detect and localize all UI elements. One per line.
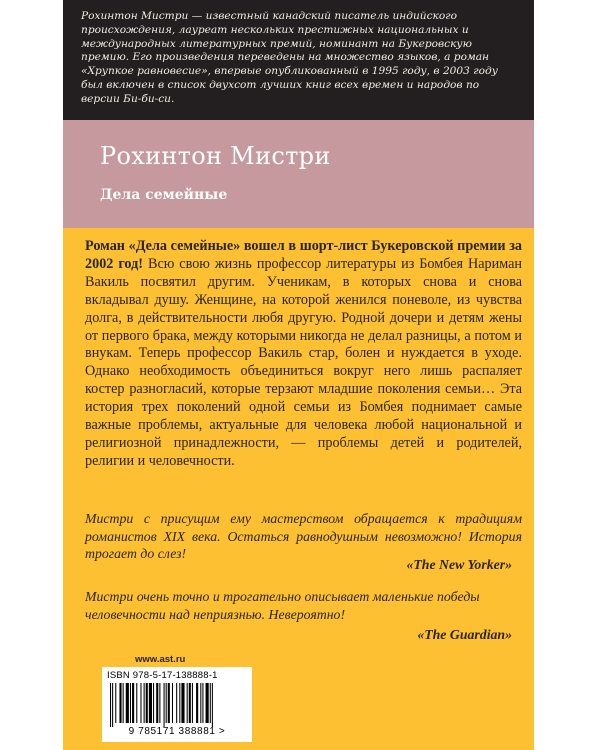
isbn-label: ISBN 978-5-17-138888-1 (107, 670, 218, 681)
description (85, 238, 522, 471)
review-source: «The New Yorker» (406, 557, 512, 572)
author-bio: Рохинтон Мистри — известный канадский писатель индийского происхождения, лауреат нескольких престижных национальных и международных литературных премий, номинант на Букеровскую премию. Его произведения переведены на множество языков, а роман «Хрупкое равновесие», впервые опубликованный в 1995 году, в 2003 году был включен в список двухсот лучших книг всех времен и народов по версии Би-би-си. (81, 10, 498, 105)
title-band (63, 120, 534, 228)
review-quote: Мистри очень точно и трогательно описывает маленькие победы человечности над неприязнью. Невероятно! (85, 589, 480, 622)
author-name: Рохинтон Мистри (100, 142, 331, 170)
review-quote: Мистри с присущим ему мастерством обращается к традициям романистов XIX века. Остаться равнодушным невозможно! История трогает до слез! (85, 511, 522, 561)
book-title: Дела семейные (100, 187, 228, 203)
description-body: Всю свою жизнь профессор литературы из Бомбея Нариман Вакиль посвятил другим. Ученикам, в которых снова и снова вкладывал душу. Женщине, на которой женился поневоле, из чувства долга, в действительности любя другую. Родной дочери и детям жены от первого брака, между которыми никогда не делал разницы, а потом и внукам. Теперь профессор Вакиль стар, болен и нуждается в уходе. Однако необходимость объединиться вокруг него лишь распаляет костер разногласий, которые терзают младшие поколения семьи… Эта история трех поколений одной семьи из Бомбея поднимает самые важные проблемы, актуальные для человека любой национальной и религиозной принадлежности, — проблемы детей и родителей, религии и человечности. (85, 255, 523, 469)
barcode-digits: 9 785171 388881 > (128, 726, 226, 737)
publisher-site: www.ast.ru (135, 654, 186, 665)
review-source: «The Guardian» (417, 627, 512, 642)
back-cover (63, 0, 534, 750)
description-lead: Роман «Дела семейные» вошел в шорт-лист Букеровской премии за 2002 год! (85, 238, 522, 272)
barcode-panel (102, 667, 252, 742)
barcode-icon (110, 683, 244, 727)
